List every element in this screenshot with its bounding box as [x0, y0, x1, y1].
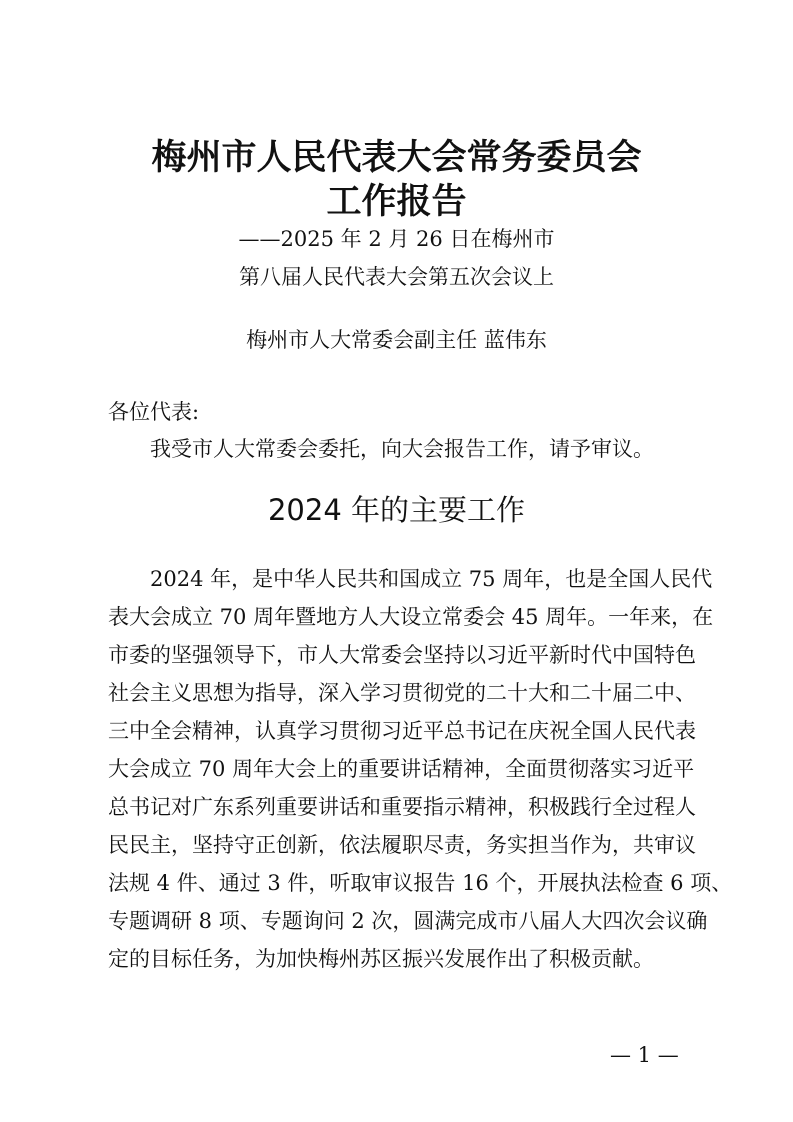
paragraph-line: 社会主义思想为指导，深入学习贯彻党的二十大和二十届二中、 — [108, 681, 696, 705]
paragraph-line: 民民主，坚持守正创新，依法履职尽责，务实担当作为，共审议 — [108, 833, 696, 857]
paragraph-line: 三中全会精神，认真学习贯彻习近平总书记在庆祝全国人民代表 — [108, 719, 696, 743]
salutation: 各位代表: — [108, 400, 200, 424]
intro-sentence: 我受市人大常委会委托，向大会报告工作，请予审议。 — [150, 437, 654, 461]
body-paragraph — [108, 560, 733, 978]
paragraph-line: 专题调研 8 项、专题询问 2 次，圆满完成市八届人大四次会议确 — [108, 909, 708, 933]
report-title-line-1: 梅州市人民代表大会常务委员会 — [151, 137, 642, 178]
report-subtitle-line-2: 第八届人民代表大会第五次会议上 — [239, 265, 554, 289]
section-heading: 2024 年的主要工作 — [267, 493, 526, 527]
paragraph-line: 2024 年，是中华人民共和国成立 75 周年，也是全国人民代 — [150, 567, 713, 591]
paragraph-line: 表大会成立 70 周年暨地方人大设立常委会 45 周年。一年来，在 — [108, 605, 714, 629]
speaker-line: 梅州市人大常委会副主任 蓝伟东 — [246, 328, 547, 352]
paragraph-line: 大会成立 70 周年大会上的重要讲话精神，全面贯彻落实习近平 — [108, 757, 695, 781]
report-subtitle-line-1: ——2025 年 2 月 26 日在梅州市 — [238, 227, 555, 251]
paragraph-line: 法规 4 件、通过 3 件，听取审议报告 16 个，开展执法检查 6 项、 — [108, 871, 733, 895]
paragraph-line: 定的目标任务，为加快梅州苏区振兴发展作出了积极贡献。 — [108, 947, 654, 971]
paragraph-line: 总书记对广东系列重要讲话和重要指示精神，积极践行全过程人 — [108, 795, 696, 819]
paragraph-line: 市委的坚强领导下，市人大常委会坚持以习近平新时代中国特色 — [108, 643, 696, 667]
report-title-line-2: 工作报告 — [326, 181, 467, 222]
page-number: — 1 — — [610, 1043, 679, 1067]
